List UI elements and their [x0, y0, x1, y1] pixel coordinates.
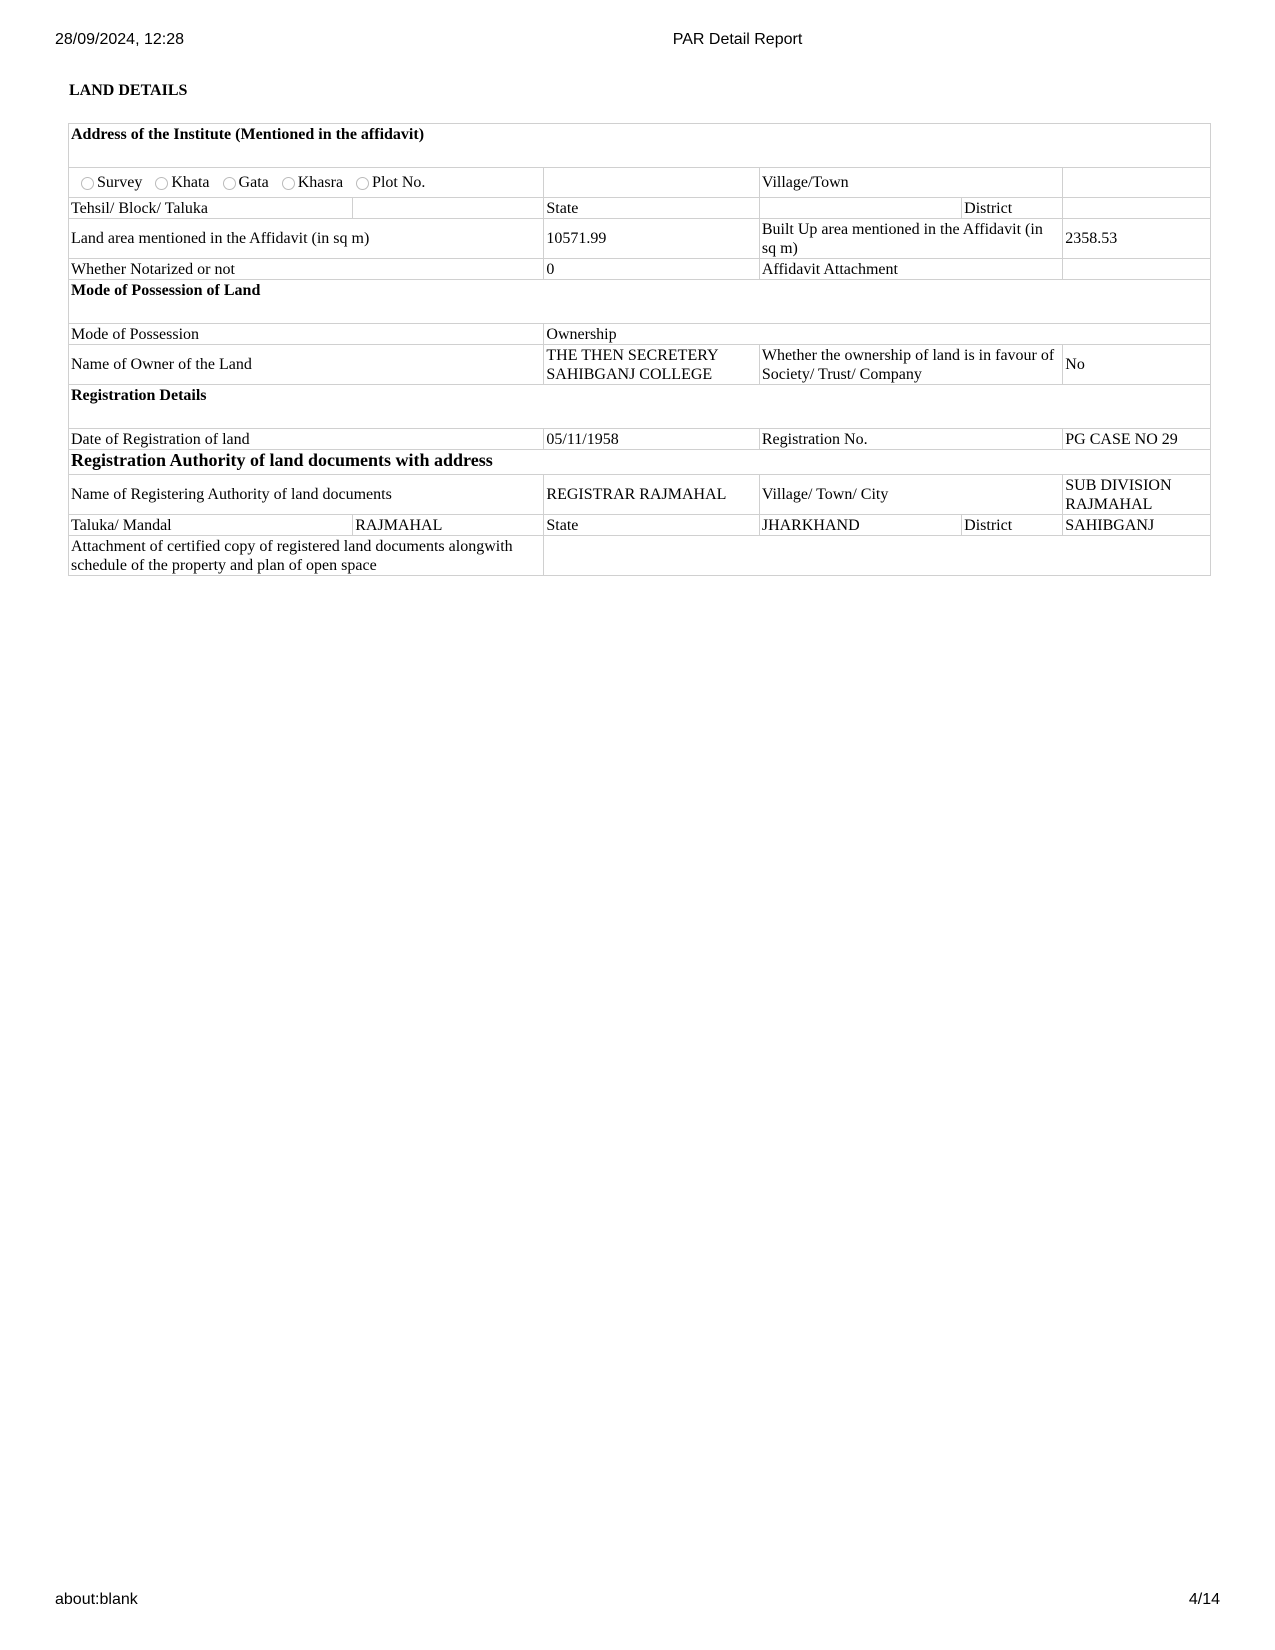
khasra-radio[interactable]	[282, 177, 295, 190]
authority-district-value: SAHIBGANJ	[1063, 515, 1211, 536]
land-details-table	[68, 123, 1211, 576]
district-value	[1063, 198, 1211, 219]
tehsil-label: Tehsil/ Block/ Taluka	[69, 198, 353, 219]
authority-village-value: SUB DIVISION RAJMAHAL	[1063, 475, 1211, 515]
tehsil-value	[353, 198, 544, 219]
mode-of-possession-label: Mode of Possession	[69, 324, 544, 345]
district-label: District	[962, 198, 1063, 219]
registration-heading: Registration Details	[69, 385, 1211, 429]
state-value	[759, 198, 961, 219]
khasra-radio-label: Khasra	[297, 174, 344, 191]
notarized-label: Whether Notarized or not	[69, 259, 544, 280]
land-id-radio-group	[69, 168, 544, 198]
land-id-value	[544, 168, 759, 198]
address-heading: Address of the Institute (Mentioned in the affidavit)	[69, 124, 1211, 168]
built-up-area-value: 2358.53	[1063, 219, 1211, 259]
print-datetime: 28/09/2024, 12:28	[55, 31, 185, 48]
khata-radio[interactable]	[155, 177, 168, 190]
gata-radio-label: Gata	[238, 174, 269, 191]
registration-date-label: Date of Registration of land	[69, 429, 544, 450]
affidavit-attachment-label: Affidavit Attachment	[759, 259, 1062, 280]
village-town-label: Village/Town	[759, 168, 1062, 198]
authority-name-label: Name of Registering Authority of land documents	[69, 475, 544, 515]
authority-name-value: REGISTRAR RAJMAHAL	[544, 475, 759, 515]
authority-state-label: State	[544, 515, 759, 536]
taluka-label: Taluka/ Mandal	[69, 515, 353, 536]
certified-copy-attachment-value[interactable]	[544, 536, 1211, 576]
ownership-favour-value: No	[1063, 345, 1211, 385]
section-title: LAND DETAILS	[69, 82, 188, 99]
mode-of-possession-value: Ownership	[544, 324, 1211, 345]
village-town-value	[1063, 168, 1211, 198]
report-title: PAR Detail Report	[672, 31, 803, 48]
owner-name-value: THE THEN SECRETERY SAHIBGANJ COLLEGE	[544, 345, 759, 385]
footer-url: about:blank	[55, 1591, 138, 1608]
state-label: State	[544, 198, 759, 219]
gata-radio[interactable]	[223, 177, 236, 190]
land-area-value: 10571.99	[544, 219, 759, 259]
ownership-favour-label: Whether the ownership of land is in favour of Society/ Trust/ Company	[759, 345, 1062, 385]
plot-no-radio[interactable]	[356, 177, 369, 190]
owner-name-label: Name of Owner of the Land	[69, 345, 544, 385]
affidavit-attachment-value[interactable]	[1063, 259, 1211, 280]
authority-state-value: JHARKHAND	[759, 515, 961, 536]
page-number: 4/14	[1188, 1591, 1220, 1608]
survey-radio-label: Survey	[97, 174, 143, 191]
authority-heading: Registration Authority of land documents with address	[69, 450, 1211, 475]
certified-copy-attachment-label: Attachment of certified copy of registered land documents alongwith schedule of the property and plan of open space	[69, 536, 544, 576]
land-area-label: Land area mentioned in the Affidavit (in sq m)	[69, 219, 544, 259]
registration-date-value: 05/11/1958	[544, 429, 759, 450]
survey-radio[interactable]	[81, 177, 94, 190]
taluka-value: RAJMAHAL	[353, 515, 544, 536]
registration-number-label: Registration No.	[759, 429, 1062, 450]
built-up-area-label: Built Up area mentioned in the Affidavit (in sq m)	[759, 219, 1062, 259]
khata-radio-label: Khata	[171, 174, 210, 191]
registration-number-value: PG CASE NO 29	[1063, 429, 1211, 450]
plot-no-radio-label: Plot No.	[372, 174, 426, 191]
authority-village-label: Village/ Town/ City	[759, 475, 1062, 515]
notarized-value: 0	[544, 259, 759, 280]
possession-heading: Mode of Possession of Land	[69, 280, 1211, 324]
authority-district-label: District	[962, 515, 1063, 536]
